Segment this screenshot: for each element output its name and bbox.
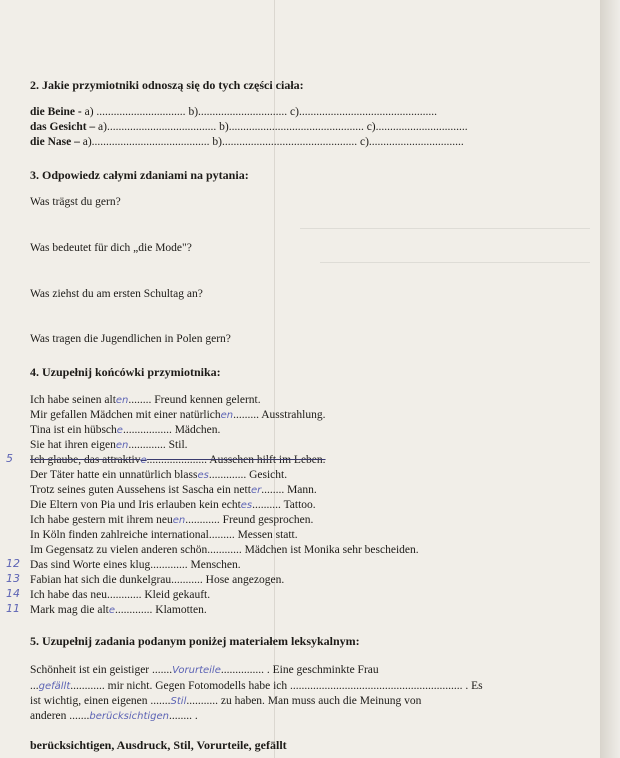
blank-b: b)............................... [185,106,288,118]
section2-heading: 2. Jakie przymiotniki odnoszą się do tych części ciała: [30,78,304,92]
fill-text-line: ist wichtig, einen eigenen .......Stil........... zu haben. Man muss auch die Meinung von [30,695,422,707]
margin-note: 14 [6,587,20,600]
exercise-line: Der Täter hatte ein unnatürlich blasses............. Gesicht. [30,469,288,481]
exercise-line: Das sind Worte eines klug............. Menschen. [30,559,241,571]
section2-row-beine [30,106,437,118]
handwritten-answer: e [116,425,123,436]
section4-heading: 4. Uzupełnij końcówki przymiotnika: [30,365,221,379]
handwritten-answer: er [250,485,262,496]
row-label: die Beine - [30,106,82,118]
fill-text-line: Schönheit ist ein geistiger .......Vorurteile............... . Eine geschminkte Frau [30,664,379,676]
handwritten-answer: Stil [170,696,187,707]
question-3: Was ziehst du am ersten Schultag an? [30,288,203,300]
blank-c: c)................................ [363,121,468,133]
exercise-line: Mir gefallen Mädchen mit einer natürlichen......... Ausstrahlung. [30,409,326,421]
blank-c: c)................................. [357,136,464,148]
row-label: die Nase – [30,136,80,148]
fill-text-line: anderen .......berücksichtigen........ . [30,710,198,722]
exercise-line: In Köln finden zahlreiche international......... Messen statt. [30,529,298,541]
blank-a: a) ............................... [81,106,186,118]
handwritten-answer: Vorurteile [172,665,221,676]
blank-b: b)............................................... [209,136,358,148]
margin-note: 5 [6,452,13,465]
handwritten-answer: en [115,395,129,406]
handwritten-answer: es [240,500,253,511]
exercise-line: Die Eltern von Pia und Iris erlauben kein echtes.......... Tattoo. [30,499,316,511]
exercise-line: Ich habe seinen alten........ Freund kennen gelernt. [30,394,261,406]
margin-note: 13 [6,572,20,585]
exercise-line: Im Gegensatz zu vielen anderen schön............ Mädchen ist Monika sehr bescheiden. [30,544,419,556]
exercise-line-struck: Ich glaube, das attraktive..................... Aussehen hilft im Leben. [30,454,326,466]
blank-b: b)............................................... [216,121,364,133]
handwritten-answer: en [172,515,186,526]
blank-c: c)................................................ [287,106,437,118]
scanner-edge [600,0,620,758]
handwritten-answer: e [140,455,147,466]
handwritten-answer: gefällt [38,681,71,692]
section3-heading: 3. Odpowiedz całymi zdaniami na pytania: [30,168,249,182]
question-4: Was tragen die Jugendlichen in Polen gern? [30,333,231,345]
margin-note: 12 [6,557,20,570]
exercise-line: Sie hat ihren eigenen............. Stil. [30,439,188,451]
fill-text-line: ...gefällt............ mir nicht. Gegen Fotomodells habe ich ............................................................ . Es [30,680,483,692]
blank-a: a)...................................... [95,121,217,133]
section5-heading: 5. Uzupełnij zadania podanym poniżej materiałem leksykalnym: [30,634,360,648]
handwritten-answer: es [197,470,209,481]
scan-streak [300,228,590,229]
exercise-line: Tina ist ein hübsche................. Mädchen. [30,424,221,436]
handwritten-answer: e [108,605,116,616]
margin-note: 11 [6,602,20,615]
exercise-line: Fabian hat sich die dunkelgrau........... Hose angezogen. [30,574,285,586]
exercise-line: Trotz seines guten Aussehens ist Sascha ein netter........ Mann. [30,484,317,496]
section2-row-gesicht [30,121,468,133]
handwritten-answer: en [115,440,129,451]
scan-streak [320,262,590,263]
blank-a: a)......................................... [79,136,210,148]
handwritten-answer: en [220,410,234,421]
exercise-line: Ich habe gestern mit ihrem neuen............ Freund gesprochen. [30,514,314,526]
exercise-line: Ich habe das neu............ Kleid gekauft. [30,589,211,601]
question-2: Was bedeutet für dich „die Mode"? [30,242,192,254]
row-label: das Gesicht – [30,121,96,133]
exercise-line: Mark mag die alte............. Klamotten. [30,604,207,616]
question-1: Was trägst du gern? [30,196,121,208]
word-bank: berücksichtigen, Ausdruck, Stil, Vorurteile, gefällt [30,738,287,752]
handwritten-answer: berücksichtigen [89,711,170,722]
section2-row-nase [30,136,464,148]
